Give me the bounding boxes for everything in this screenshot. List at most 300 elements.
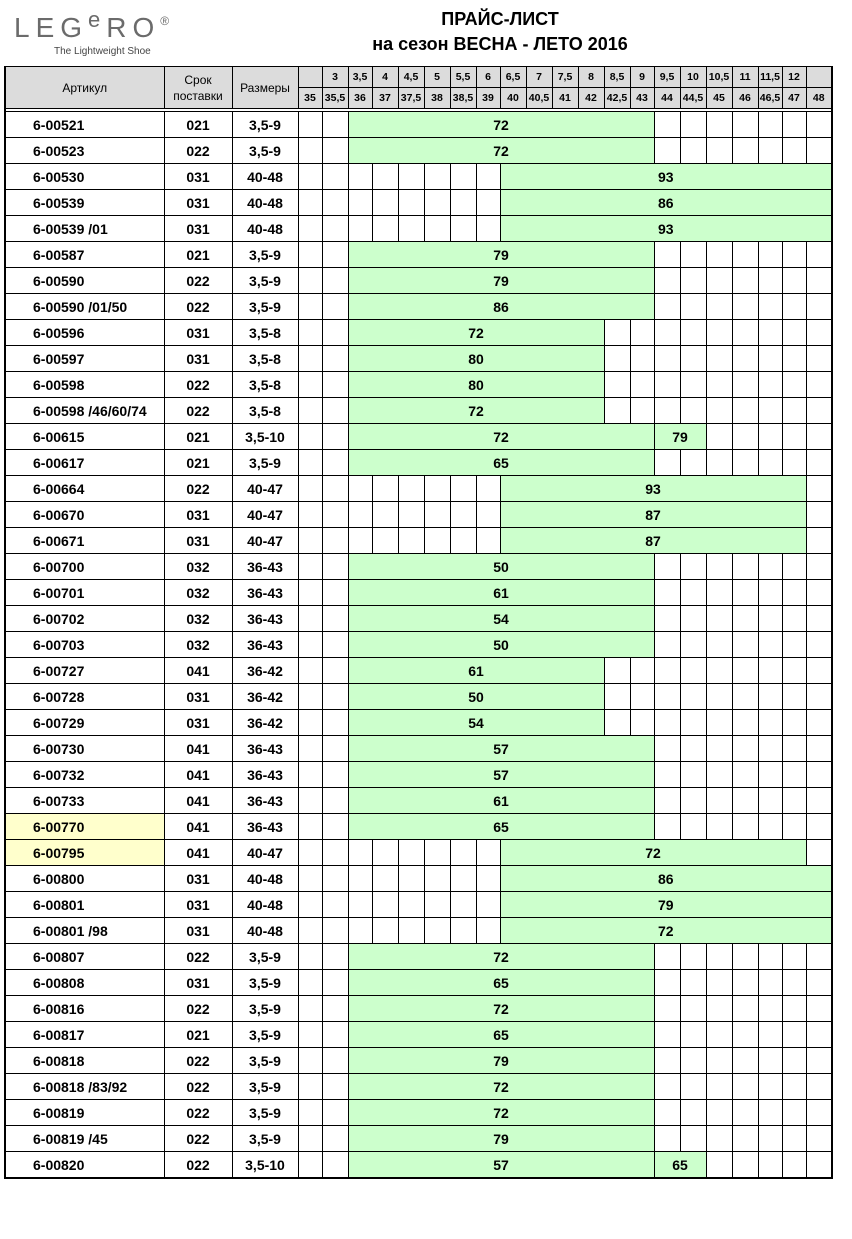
size-uk-1: 3 (322, 67, 348, 88)
size-eu-13: 43 (630, 88, 654, 109)
size-cell-empty (298, 424, 322, 450)
size-cell-empty (298, 1022, 322, 1048)
size-cell-empty (782, 788, 806, 814)
size-cell-empty (450, 840, 476, 866)
size-cell-empty (298, 996, 322, 1022)
size-cell-empty (372, 190, 398, 216)
size-cell-empty (372, 476, 398, 502)
table-row (5, 1074, 832, 1100)
size-cell-empty (782, 658, 806, 684)
size-cell-empty (654, 268, 680, 294)
size-cell-empty (732, 710, 758, 736)
article-cell: 6-00664 (5, 476, 164, 502)
size-cell-empty (732, 424, 758, 450)
size-cell-empty (758, 346, 782, 372)
size-cell-empty (758, 788, 782, 814)
size-cell-empty (476, 476, 500, 502)
size-cell-empty (706, 268, 732, 294)
size-cell-empty (604, 372, 630, 398)
size-uk-7: 6 (476, 67, 500, 88)
size-cell-empty (758, 398, 782, 424)
size-cell-empty (348, 918, 372, 944)
size-cell-empty (654, 788, 680, 814)
size-cell-empty (630, 346, 654, 372)
size-cell-empty (450, 528, 476, 554)
size-cell-empty (476, 866, 500, 892)
size-cell-empty (806, 632, 832, 658)
sizes-cell: 3,5-8 (232, 320, 298, 346)
sizes-cell: 3,5-10 (232, 1152, 298, 1179)
size-uk-5: 5 (424, 67, 450, 88)
size-cell-empty (298, 372, 322, 398)
size-eu-18: 46,5 (758, 88, 782, 109)
delivery-cell: 021 (164, 242, 232, 268)
size-cell-empty (450, 216, 476, 242)
size-cell-empty (654, 632, 680, 658)
size-eu-1: 35,5 (322, 88, 348, 109)
article-cell: 6-00590 /01/50 (5, 294, 164, 320)
table-row (5, 398, 832, 424)
size-cell-empty (322, 502, 348, 528)
size-cell-empty (782, 814, 806, 840)
size-uk-8: 6,5 (500, 67, 526, 88)
size-cell-empty (424, 918, 450, 944)
price-cell: 61 (348, 658, 604, 684)
size-cell-empty (424, 892, 450, 918)
size-cell-empty (322, 710, 348, 736)
size-cell-empty (732, 970, 758, 996)
size-cell-empty (782, 970, 806, 996)
size-cell-empty (654, 294, 680, 320)
size-cell-empty (782, 1048, 806, 1074)
size-cell-empty (680, 320, 706, 346)
size-cell-empty (322, 684, 348, 710)
size-cell-empty (322, 632, 348, 658)
size-cell-empty (654, 112, 680, 138)
size-cell-empty (706, 710, 732, 736)
delivery-cell: 022 (164, 1152, 232, 1179)
size-eu-17: 46 (732, 88, 758, 109)
size-cell-empty (732, 450, 758, 476)
size-cell-empty (322, 424, 348, 450)
price-cell: 80 (348, 372, 604, 398)
size-cell-empty (758, 1074, 782, 1100)
size-cell-empty (298, 450, 322, 476)
size-cell-empty (732, 762, 758, 788)
price-table-body (5, 112, 832, 1179)
table-row (5, 528, 832, 554)
size-cell-empty (732, 112, 758, 138)
sizes-cell: 40-47 (232, 502, 298, 528)
delivery-cell: 032 (164, 554, 232, 580)
size-cell-empty (706, 294, 732, 320)
size-cell-empty (782, 112, 806, 138)
table-row (5, 1022, 832, 1048)
delivery-header: Срок поставки (164, 67, 232, 109)
size-cell-empty (758, 944, 782, 970)
size-cell-empty (806, 996, 832, 1022)
size-cell-empty (398, 918, 424, 944)
size-cell-empty (322, 1152, 348, 1179)
size-cell-empty (298, 1048, 322, 1074)
delivery-cell: 022 (164, 294, 232, 320)
size-cell-empty (782, 242, 806, 268)
size-cell-empty (372, 866, 398, 892)
delivery-cell: 031 (164, 320, 232, 346)
price-cell: 65 (348, 970, 654, 996)
size-cell-empty (680, 242, 706, 268)
size-cell-empty (806, 788, 832, 814)
size-cell-empty (732, 138, 758, 164)
delivery-cell: 031 (164, 502, 232, 528)
size-cell-empty (806, 320, 832, 346)
size-cell-empty (398, 476, 424, 502)
table-row (5, 450, 832, 476)
size-cell-empty (322, 216, 348, 242)
size-cell-empty (806, 112, 832, 138)
article-cell: 6-00700 (5, 554, 164, 580)
table-row (5, 658, 832, 684)
size-cell-empty (322, 450, 348, 476)
size-cell-empty (654, 736, 680, 762)
size-cell-empty (706, 788, 732, 814)
size-cell-empty (758, 1100, 782, 1126)
size-cell-empty (348, 840, 372, 866)
size-cell-empty (680, 294, 706, 320)
delivery-cell: 041 (164, 788, 232, 814)
table-row (5, 788, 832, 814)
sizes-cell: 3,5-8 (232, 346, 298, 372)
size-cell-empty (298, 892, 322, 918)
size-cell-empty (758, 294, 782, 320)
size-eu-2: 36 (348, 88, 372, 109)
price-cell: 93 (500, 476, 806, 502)
size-cell-empty (476, 502, 500, 528)
size-cell-empty (782, 1022, 806, 1048)
size-cell-empty (680, 1022, 706, 1048)
size-cell-empty (758, 996, 782, 1022)
table-row (5, 814, 832, 840)
price-cell: 61 (348, 580, 654, 606)
article-cell: 6-00820 (5, 1152, 164, 1179)
size-cell-empty (450, 190, 476, 216)
size-cell-empty (706, 944, 732, 970)
size-cell-empty (732, 606, 758, 632)
size-cell-empty (758, 1152, 782, 1179)
size-cell-empty (424, 502, 450, 528)
sizes-cell: 3,5-9 (232, 268, 298, 294)
price-list-title: ПРАЙС-ЛИСТ (441, 9, 559, 29)
size-cell-empty (298, 502, 322, 528)
size-cell-empty (706, 372, 732, 398)
size-cell-empty (604, 346, 630, 372)
size-cell-empty (654, 398, 680, 424)
size-cell-empty (758, 736, 782, 762)
size-uk-18: 11,5 (758, 67, 782, 88)
size-cell-empty (298, 112, 322, 138)
table-row (5, 736, 832, 762)
size-eu-6: 38,5 (450, 88, 476, 109)
delivery-cell: 031 (164, 684, 232, 710)
price-cell: 79 (348, 1048, 654, 1074)
sizes-cell: 3,5-9 (232, 450, 298, 476)
size-cell-empty (806, 346, 832, 372)
size-cell-empty (322, 1048, 348, 1074)
size-eu-10: 41 (552, 88, 578, 109)
size-cell-empty (732, 320, 758, 346)
size-eu-7: 39 (476, 88, 500, 109)
size-eu-16: 45 (706, 88, 732, 109)
delivery-cell: 022 (164, 398, 232, 424)
size-cell-empty (680, 554, 706, 580)
size-cell-empty (706, 580, 732, 606)
sizes-cell: 3,5-9 (232, 242, 298, 268)
article-cell: 6-00587 (5, 242, 164, 268)
size-cell-empty (322, 1074, 348, 1100)
article-cell: 6-00818 (5, 1048, 164, 1074)
size-cell-empty (806, 1152, 832, 1179)
size-cell-empty (322, 606, 348, 632)
article-cell: 6-00530 (5, 164, 164, 190)
size-cell-empty (372, 892, 398, 918)
size-cell-empty (424, 216, 450, 242)
size-cell-empty (706, 1022, 732, 1048)
size-cell-empty (654, 580, 680, 606)
article-cell: 6-00670 (5, 502, 164, 528)
size-cell-empty (322, 814, 348, 840)
size-uk-19: 12 (782, 67, 806, 88)
delivery-cell: 041 (164, 658, 232, 684)
size-eu-19: 47 (782, 88, 806, 109)
sizes-cell: 3,5-9 (232, 944, 298, 970)
size-cell-empty (654, 242, 680, 268)
price-cell: 72 (348, 996, 654, 1022)
size-eu-11: 42 (578, 88, 604, 109)
size-cell-empty (476, 164, 500, 190)
size-cell-empty (680, 736, 706, 762)
size-eu-14: 44 (654, 88, 680, 109)
size-cell-empty (782, 1074, 806, 1100)
size-cell-empty (680, 658, 706, 684)
table-row (5, 242, 832, 268)
size-eu-12: 42,5 (604, 88, 630, 109)
table-row (5, 762, 832, 788)
sizes-cell: 36-43 (232, 788, 298, 814)
size-cell-empty (348, 164, 372, 190)
size-cell-empty (680, 138, 706, 164)
sizes-cell: 3,5-9 (232, 1022, 298, 1048)
size-cell-empty (322, 658, 348, 684)
size-cell-empty (806, 1022, 832, 1048)
size-cell-empty (398, 164, 424, 190)
size-cell-empty (654, 762, 680, 788)
delivery-cell: 031 (164, 346, 232, 372)
sizes-cell: 40-48 (232, 892, 298, 918)
size-cell-empty (680, 1126, 706, 1152)
size-cell-empty (476, 840, 500, 866)
article-cell: 6-00816 (5, 996, 164, 1022)
size-cell-empty (758, 580, 782, 606)
delivery-cell: 022 (164, 1048, 232, 1074)
size-cell-empty (782, 1126, 806, 1152)
size-cell-empty (706, 138, 732, 164)
size-cell-empty (680, 398, 706, 424)
size-cell-empty (806, 398, 832, 424)
size-cell-empty (654, 320, 680, 346)
size-cell-empty (298, 476, 322, 502)
size-cell-empty (298, 606, 322, 632)
size-cell-empty (680, 606, 706, 632)
size-cell-empty (322, 736, 348, 762)
size-cell-empty (322, 918, 348, 944)
size-cell-empty (758, 1022, 782, 1048)
size-cell-empty (782, 294, 806, 320)
size-cell-empty (758, 762, 782, 788)
size-cell-empty (706, 1074, 732, 1100)
table-row (5, 970, 832, 996)
size-cell-empty (758, 268, 782, 294)
size-uk-16: 10,5 (706, 67, 732, 88)
size-cell-empty (706, 658, 732, 684)
size-cell-empty (298, 138, 322, 164)
size-cell-empty (298, 788, 322, 814)
size-cell-empty (806, 450, 832, 476)
size-cell-empty (806, 684, 832, 710)
size-cell-empty (732, 268, 758, 294)
size-cell-empty (732, 346, 758, 372)
size-cell-empty (806, 138, 832, 164)
size-cell-empty (654, 1074, 680, 1100)
size-cell-empty (806, 814, 832, 840)
delivery-cell: 022 (164, 138, 232, 164)
size-cell-empty (758, 658, 782, 684)
price-cell: 79 (348, 1126, 654, 1152)
sizes-cell: 36-42 (232, 710, 298, 736)
size-uk-14: 9,5 (654, 67, 680, 88)
size-cell-empty (322, 164, 348, 190)
article-cell: 6-00817 (5, 1022, 164, 1048)
table-row (5, 840, 832, 866)
size-cell-empty (782, 320, 806, 346)
size-cell-empty (298, 216, 322, 242)
size-uk-15: 10 (680, 67, 706, 88)
price-cell: 65 (348, 814, 654, 840)
size-cell-empty (706, 1048, 732, 1074)
size-cell-empty (758, 1126, 782, 1152)
size-cell-empty (476, 190, 500, 216)
price-cell: 86 (348, 294, 654, 320)
table-row (5, 138, 832, 164)
season-subtitle: на сезон ВЕСНА - ЛЕТО 2016 (372, 34, 628, 54)
article-cell: 6-00800 (5, 866, 164, 892)
size-cell-empty (782, 762, 806, 788)
delivery-cell: 022 (164, 372, 232, 398)
size-cell-empty (782, 580, 806, 606)
size-cell-empty (758, 450, 782, 476)
size-cell-empty (654, 1100, 680, 1126)
price-cell: 65 (654, 1152, 706, 1179)
size-cell-empty (654, 1126, 680, 1152)
size-cell-empty (706, 684, 732, 710)
size-cell-empty (398, 502, 424, 528)
size-eu-9: 40,5 (526, 88, 552, 109)
article-cell: 6-00590 (5, 268, 164, 294)
table-row (5, 918, 832, 944)
size-cell-empty (630, 320, 654, 346)
size-cell-empty (348, 866, 372, 892)
size-cell-empty (758, 112, 782, 138)
size-cell-empty (782, 554, 806, 580)
delivery-cell: 022 (164, 268, 232, 294)
article-cell: 6-00521 (5, 112, 164, 138)
size-cell-empty (782, 1152, 806, 1179)
size-cell-empty (758, 970, 782, 996)
size-cell-empty (298, 970, 322, 996)
size-cell-empty (806, 372, 832, 398)
price-cell: 61 (348, 788, 654, 814)
size-cell-empty (806, 1048, 832, 1074)
size-cell-empty (654, 944, 680, 970)
size-cell-empty (732, 580, 758, 606)
delivery-cell: 032 (164, 580, 232, 606)
article-cell: 6-00770 (5, 814, 164, 840)
size-cell-empty (758, 606, 782, 632)
size-cell-empty (298, 190, 322, 216)
size-cell-empty (424, 190, 450, 216)
size-cell-empty (732, 944, 758, 970)
size-cell-empty (298, 554, 322, 580)
table-row (5, 502, 832, 528)
size-uk-9: 7 (526, 67, 552, 88)
price-cell: 50 (348, 684, 604, 710)
price-cell: 79 (348, 268, 654, 294)
sizes-cell: 3,5-9 (232, 112, 298, 138)
size-cell-empty (298, 1126, 322, 1152)
article-cell: 6-00671 (5, 528, 164, 554)
table-row (5, 1126, 832, 1152)
size-cell-empty (322, 268, 348, 294)
size-cell-empty (322, 970, 348, 996)
size-cell-empty (322, 242, 348, 268)
delivery-cell: 021 (164, 112, 232, 138)
size-cell-empty (758, 710, 782, 736)
size-cell-empty (322, 346, 348, 372)
size-cell-empty (732, 658, 758, 684)
size-cell-empty (322, 866, 348, 892)
delivery-cell: 031 (164, 216, 232, 242)
delivery-cell: 021 (164, 1022, 232, 1048)
sizes-cell: 36-43 (232, 632, 298, 658)
size-cell-empty (706, 320, 732, 346)
size-cell-empty (732, 1048, 758, 1074)
sizes-cell: 36-42 (232, 658, 298, 684)
table-row (5, 710, 832, 736)
size-cell-empty (732, 1074, 758, 1100)
size-cell-empty (732, 372, 758, 398)
article-cell: 6-00819 /45 (5, 1126, 164, 1152)
delivery-cell: 022 (164, 996, 232, 1022)
sizes-cell: 3,5-9 (232, 1048, 298, 1074)
size-cell-empty (732, 684, 758, 710)
size-cell-empty (450, 164, 476, 190)
article-cell: 6-00727 (5, 658, 164, 684)
size-cell-empty (706, 606, 732, 632)
size-cell-empty (298, 684, 322, 710)
size-cell-empty (782, 944, 806, 970)
size-cell-empty (298, 294, 322, 320)
sizes-cell: 3,5-9 (232, 970, 298, 996)
size-cell-empty (806, 840, 832, 866)
